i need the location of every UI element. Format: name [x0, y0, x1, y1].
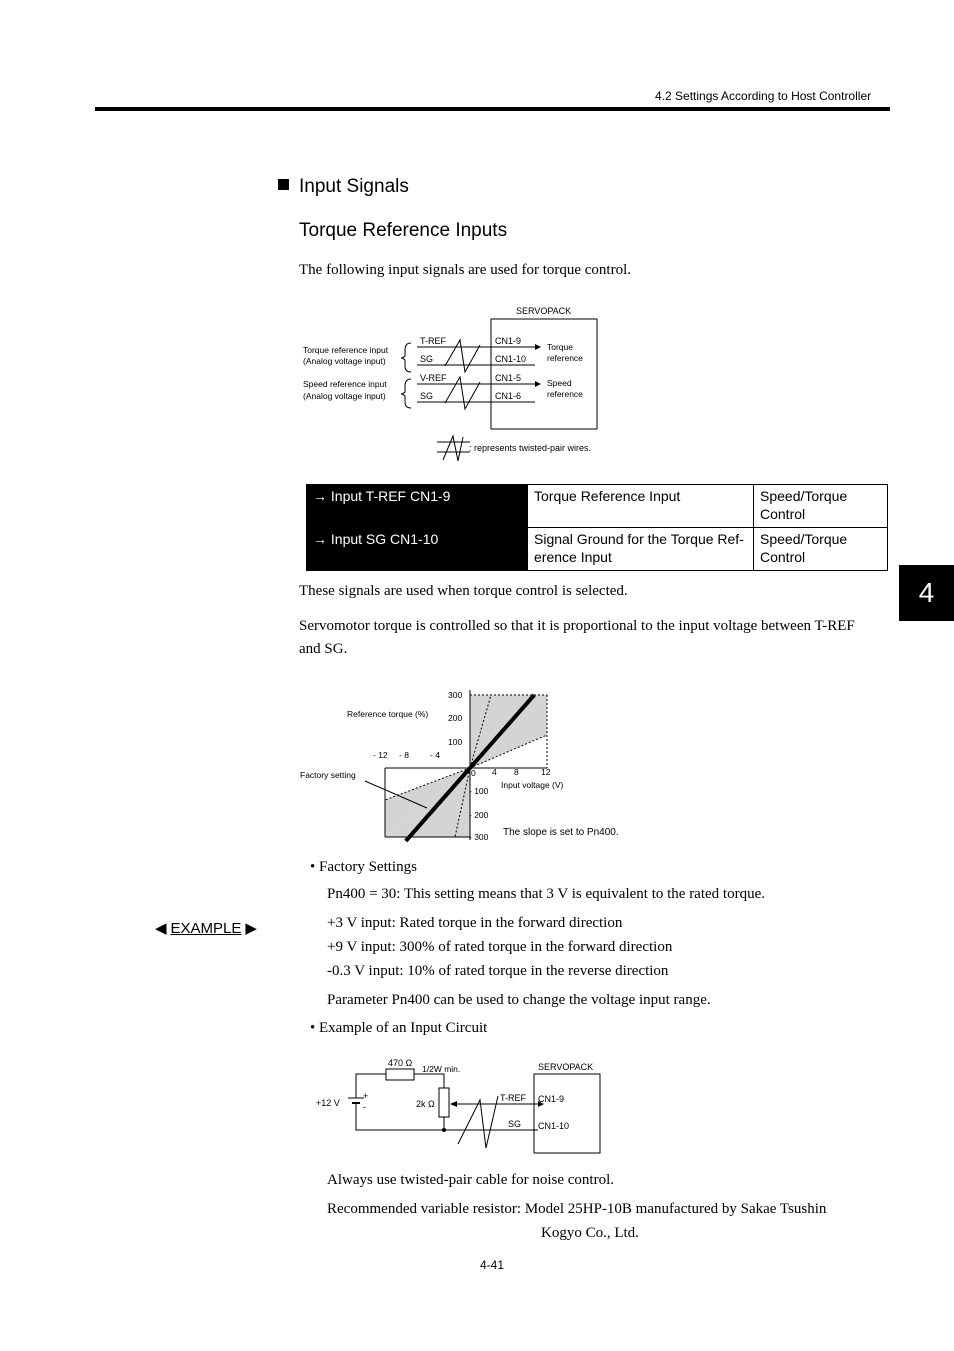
potentiometer [439, 1088, 449, 1117]
mode-line: Control [760, 506, 806, 522]
paragraph-2-line-1: Servomotor torque is controlled so that it is proportional to the input voltage between T-REF [299, 618, 855, 634]
signal-sg-1: SG [420, 354, 434, 364]
twisted-pair-2 [445, 377, 480, 409]
x-tick-label: 0 [471, 768, 476, 778]
signal-tref: T-REF [420, 336, 446, 346]
intro-paragraph: The following input signals are used for torque control. [299, 262, 632, 278]
servopack-box [534, 1074, 600, 1153]
x-tick-label: 4 [492, 767, 497, 777]
speed-brace [401, 379, 411, 408]
mode-line: Speed/Torque [760, 531, 848, 547]
signal-wiring-diagram [295, 300, 615, 465]
torque-input-label-1: Torque reference input [303, 345, 389, 355]
example-line: +9 V input: 300% of rated torque in the forward direction [327, 939, 673, 955]
mode-cell [754, 485, 888, 528]
left-triangle-icon: ◀ [155, 920, 167, 937]
y-tick-label: - 200 [469, 810, 489, 820]
name-line: erence Input [534, 549, 612, 565]
speed-input-label-1: Speed reference input [303, 379, 387, 389]
wire-bottom [356, 1110, 444, 1130]
slope-annotation: The slope is set to Pn400. [503, 827, 619, 838]
x-tick-label: - 8 [399, 750, 409, 760]
twisted-pair-note: Always use twisted-pair cable for noise control. [327, 1172, 614, 1188]
input-circuit-diagram [310, 1052, 610, 1162]
mode-line: Control [760, 549, 806, 565]
pin-cn1-9: CN1-9 [538, 1094, 565, 1104]
x-axis-label: Input voltage (V) [501, 780, 564, 790]
pin-cn1-10: CN1-10 [538, 1121, 570, 1131]
header-rule [95, 107, 890, 111]
battery-plus: + [363, 1091, 369, 1101]
pn400-note: Parameter Pn400 can be used to change the voltage input range. [327, 992, 711, 1008]
chapter-tab: 4 [899, 565, 954, 621]
pin-cn1-6: CN1-6 [495, 391, 522, 401]
signal-sg: SG [508, 1119, 522, 1129]
mode-line: Speed/Torque [760, 488, 848, 504]
y-tick-label: 100 [448, 737, 463, 747]
input-circuit-bullet: • Example of an Input Circuit [310, 1020, 488, 1036]
speed-input-label-2: (Analog voltage input) [303, 391, 386, 401]
input-cell: → Input SG CN1-10 [307, 528, 528, 571]
example-marker [155, 919, 257, 937]
x-tick-label: - 4 [430, 750, 440, 760]
resistor-note-line-2: Kogyo Co., Ltd. [541, 1225, 639, 1241]
wiper-arrow [450, 1101, 457, 1107]
resistor-note-line-1: Recommended variable resistor: Model 25HP-10B manufactured by Sakae Tsushin [327, 1201, 827, 1217]
speed-ref-label-1: Speed [547, 378, 572, 388]
y-tick-label: 300 [448, 690, 463, 700]
name-line: Signal Ground for the Torque Ref- [534, 531, 744, 547]
x-tick-label: 12 [541, 767, 551, 777]
paragraph-2-line-2: and SG. [299, 641, 348, 657]
battery-minus: - [363, 1102, 366, 1112]
input-cell: → Input T-REF CN1-9 [307, 485, 528, 528]
torque-ref-label-1: Torque [547, 342, 573, 352]
x-tick-label: 8 [514, 767, 519, 777]
paragraph-1: These signals are used when torque control is selected. [299, 583, 628, 599]
name-cell [528, 528, 754, 571]
running-header: 4.2 Settings According to Host Controller [655, 89, 872, 103]
name-cell: Torque Reference Input [528, 485, 754, 528]
square-bullet-icon [278, 179, 289, 190]
resistor-470 [386, 1069, 414, 1080]
speed-ref-label-2: reference [547, 389, 583, 399]
section-heading-text: Input Signals [299, 176, 409, 197]
torque-ref-label-2: reference [547, 353, 583, 363]
x-tick-label: - 12 [373, 750, 388, 760]
torque-input-label-2: (Analog voltage input) [303, 356, 386, 366]
right-triangle-icon: ▶ [245, 920, 257, 937]
y-tick-label: 200 [448, 713, 463, 723]
legend-text: : represents twisted-pair wires. [469, 443, 592, 453]
section-heading [278, 176, 409, 198]
torque-brace [401, 343, 411, 372]
arrow-torque [535, 344, 541, 350]
signal-vref: V-REF [420, 373, 447, 383]
servopack-label: SERVOPACK [538, 1062, 594, 1072]
torque-chart [295, 680, 655, 855]
legend-twist-icon [443, 436, 463, 461]
resistor1-rating: 1/2W min. [422, 1064, 461, 1074]
wire-top-right [414, 1074, 444, 1088]
y-tick-label: - 300 [469, 832, 489, 842]
y-axis-label: Reference torque (%) [347, 709, 429, 719]
signal-table [306, 484, 888, 571]
table-row [307, 485, 888, 528]
resistor1-label: 470 Ω [388, 1058, 413, 1068]
factory-setting-label: Factory setting [300, 770, 356, 780]
pin-cn1-9: CN1-9 [495, 336, 522, 346]
factory-settings-desc: Pn400 = 30: This setting means that 3 V is equivalent to the rated torque. [327, 886, 765, 902]
signal-sg-2: SG [420, 391, 434, 401]
supply-voltage-label: +12 V [316, 1098, 340, 1108]
wire-top-left [356, 1074, 386, 1092]
pin-cn1-10: CN1-10 [495, 354, 527, 364]
twisted-pair-1 [445, 340, 480, 372]
page-number: 4-41 [480, 1258, 505, 1272]
y-tick-label: - 100 [469, 786, 489, 796]
subsection-heading: Torque Reference Inputs [299, 220, 508, 241]
mode-cell [754, 528, 888, 571]
example-label: EXAMPLE [170, 920, 242, 937]
pin-cn1-5: CN1-5 [495, 373, 522, 383]
signal-tref: T-REF [500, 1093, 526, 1103]
factory-settings-bullet: • Factory Settings [310, 859, 417, 875]
servopack-label: SERVOPACK [516, 306, 572, 316]
arrow-speed [535, 381, 541, 387]
resistor2-label: 2k Ω [416, 1099, 435, 1109]
example-line: +3 V input: Rated torque in the forward direction [327, 915, 623, 931]
example-line: -0.3 V input: 10% of rated torque in the reverse direction [327, 963, 669, 979]
table-row [307, 528, 888, 571]
